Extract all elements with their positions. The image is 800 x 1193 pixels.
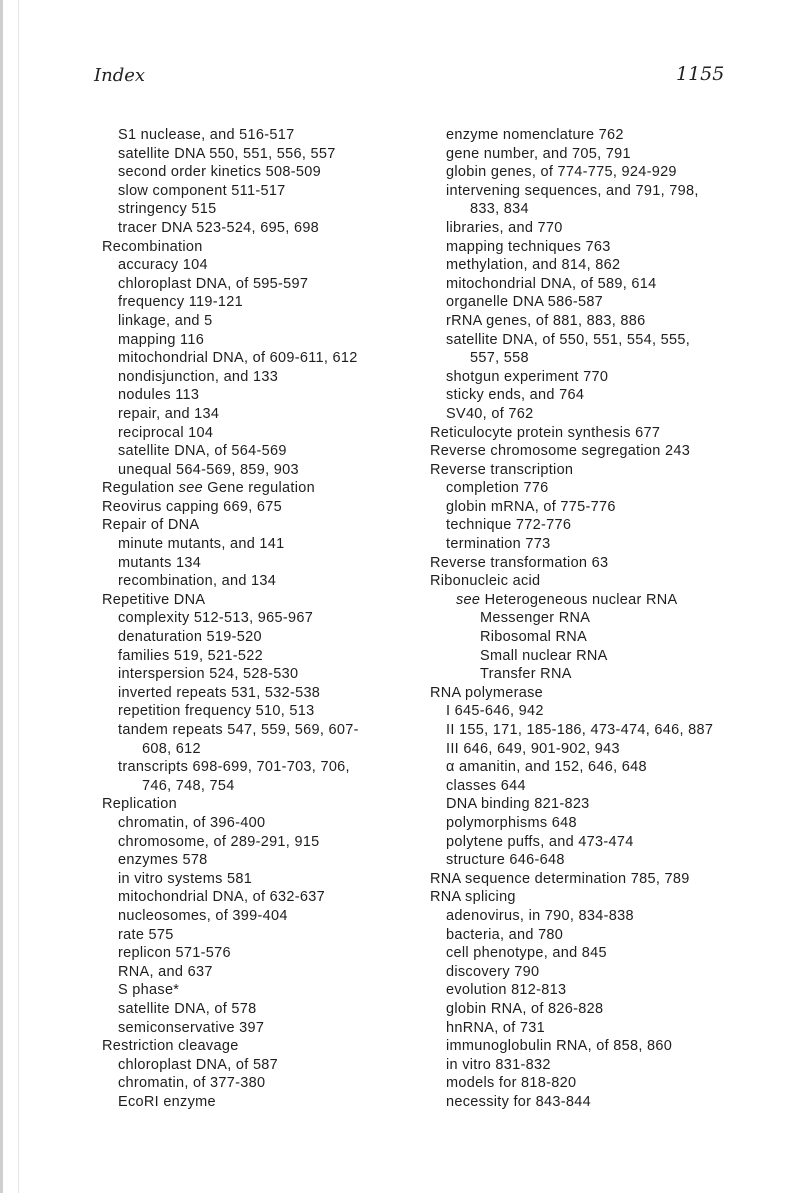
page-number: 1155 [676,63,725,85]
index-sub-entry: satellite DNA, of 564-569 [118,443,287,460]
index-sub-entry: tracer DNA 523-524, 695, 698 [118,219,320,236]
index-sub-entry: frequency 119-121 [118,294,243,311]
index-sub-entry: semiconservative 397 [118,1019,265,1036]
index-sub-entry [430,591,713,610]
index-sub-entry: slow component 511-517 [118,182,286,199]
index-sub-entry: accuracy 104 [118,257,208,274]
index-main-entry: Ribonucleic acid [430,573,541,590]
index-sub-entry: enzyme nomenclature 762 [446,127,624,143]
index-main-entry: RNA polymerase [430,684,543,701]
see-target: Gene regulation [202,480,315,497]
index-sub-entry: adenovirus, in 790, 834-838 [446,907,634,924]
index-sub-entry: gene number, and 705, 791 [446,145,631,162]
index-sub-entry: repetition frequency 510, 513 [118,703,315,720]
index-sub-entry: denaturation 519-520 [118,629,262,646]
index-sub-entry: completion 776 [446,480,549,497]
index-main-entry: Reticulocyte protein synthesis 677 [430,424,661,441]
index-sub-entry: chromatin, of 377-380 [118,1075,266,1092]
index-sub-entry: shotgun experiment 770 [446,368,609,385]
index-sub-entry: termination 773 [446,536,551,553]
index-main-entry: Reverse transcription [430,461,574,478]
running-header-title: Index [94,65,146,86]
index-sub-entry: in vitro systems 581 [118,870,253,887]
index-sub-entry: mitochondrial DNA, of 589, 614 [446,275,657,292]
index-sub-entry: chromatin, of 396-400 [118,814,266,831]
index-sub-entry: methylation, and 814, 862 [446,257,621,274]
see-reference: see [456,591,481,608]
index-sub-entry: hnRNA, of 731 [446,1019,546,1036]
index-sub-entry: chloroplast DNA, of 595-597 [118,275,309,292]
index-sub-entry: satellite DNA, of 550, 551, 554, 555, [446,331,691,348]
index-sub-entry: rRNA genes, of 881, 883, 886 [446,312,646,329]
index-sub-entry: nucleosomes, of 399-404 [118,907,288,924]
index-sub-entry: reciprocal 104 [118,424,214,441]
index-sub-entry: polytene puffs, and 473-474 [446,833,634,850]
index-main-entry: Repetitive DNA [102,591,206,608]
index-main-entry [102,479,359,498]
index-sub-entry: mapping techniques 763 [446,238,611,255]
index-sub-entry: globin RNA, of 826-828 [446,1000,604,1017]
index-sub-entry: globin genes, of 774-775, 924-929 [446,164,677,181]
index-sub-entry: repair, and 134 [118,405,220,422]
index-sub-entry: 833, 834 [470,201,529,218]
index-sub-entry: classes 644 [446,777,526,794]
index-sub-entry: Transfer RNA [480,666,572,683]
index-sub-entry: families 519, 521-522 [118,647,263,664]
index-sub-entry: inverted repeats 531, 532-538 [118,684,321,701]
index-sub-entry: Messenger RNA [480,610,591,627]
index-sub-entry: in vitro 831-832 [446,1056,551,1073]
index-sub-entry: mitochondrial DNA, of 609-611, 612 [118,350,358,367]
index-sub-entry: replicon 571-576 [118,945,231,962]
index-main-entry: RNA splicing [430,889,516,906]
index-sub-entry: evolution 812-813 [446,982,567,999]
index-sub-entry: DNA binding 821-823 [446,796,590,813]
index-main-entry: Repair of DNA [102,517,200,534]
index-sub-entry: II 155, 171, 185-186, 473-474, 646, 887 [446,722,714,738]
index-sub-entry: cell phenotype, and 845 [446,945,607,962]
index-sub-entry: III 646, 649, 901-902, 943 [446,740,620,757]
index-sub-entry: second order kinetics 508-509 [118,164,321,181]
index-sub-entry: S1 nuclease, and 516-517 [118,127,295,143]
see-target: Heterogeneous nuclear RNA [480,591,678,608]
index-sub-entry: 557, 558 [470,350,529,367]
index-sub-entry: 746, 748, 754 [142,777,235,794]
index-sub-entry: polymorphisms 648 [446,814,577,831]
index-sub-entry: SV40, of 762 [446,405,534,422]
index-sub-entry: sticky ends, and 764 [446,387,585,404]
index-sub-entry: satellite DNA, of 578 [118,1000,257,1017]
index-sub-entry: immunoglobulin RNA, of 858, 860 [446,1038,673,1055]
index-sub-entry: stringency 515 [118,201,217,218]
index-sub-entry: mutants 134 [118,554,202,571]
index-column-left [102,126,359,1111]
index-sub-entry: minute mutants, and 141 [118,536,285,553]
index-sub-entry: structure 646-648 [446,852,565,869]
index-sub-entry: mapping 116 [118,331,205,348]
index-sub-entry: Small nuclear RNA [480,647,608,664]
index-sub-entry: globin mRNA, of 775-776 [446,498,616,515]
index-sub-entry: Ribosomal RNA [480,629,588,646]
index-sub-entry: necessity for 843-844 [446,1093,591,1110]
index-sub-entry: nodules 113 [118,387,200,404]
index-sub-entry: linkage, and 5 [118,312,213,329]
index-sub-entry: RNA, and 637 [118,963,213,980]
index-sub-entry: models for 818-820 [446,1075,577,1092]
index-sub-entry: recombination, and 134 [118,573,277,590]
index-main-entry: Reverse chromosome segregation 243 [430,443,691,460]
index-sub-entry: interspersion 524, 528-530 [118,666,299,683]
index-main-entry: Reovirus capping 669, 675 [102,498,283,515]
index-sub-entry: complexity 512-513, 965-967 [118,610,314,627]
index-sub-entry: transcripts 698-699, 701-703, 706, [118,759,350,776]
index-sub-entry: tandem repeats 547, 559, 569, 607- [118,722,359,738]
index-sub-entry: S phase* [118,982,180,999]
index-main-entry: RNA sequence determination 785, 789 [430,870,690,887]
page-fold-line [18,0,19,1193]
index-column-right [430,126,713,1111]
index-sub-entry: bacteria, and 780 [446,926,564,943]
index-sub-entry: enzymes 578 [118,852,208,869]
index-sub-entry: EcoRI enzyme [118,1093,216,1110]
index-main-entry: Replication [102,796,178,813]
index-sub-entry: chloroplast DNA, of 587 [118,1056,279,1073]
index-sub-entry: discovery 790 [446,963,540,980]
index-sub-entry: rate 575 [118,926,174,943]
index-sub-entry: unequal 564-569, 859, 903 [118,461,299,478]
entry-term: Regulation [102,480,175,497]
index-main-entry: Reverse transformation 63 [430,554,609,571]
index-sub-entry: libraries, and 770 [446,219,563,236]
page-edge-shadow [0,0,3,1193]
index-sub-entry: α amanitin, and 152, 646, 648 [446,759,647,776]
index-sub-entry: nondisjunction, and 133 [118,368,279,385]
index-sub-entry: I 645-646, 942 [446,703,544,720]
index-sub-entry: chromosome, of 289-291, 915 [118,833,320,850]
index-sub-entry: technique 772-776 [446,517,572,534]
index-sub-entry: intervening sequences, and 791, 798, [446,182,699,199]
index-sub-entry: 608, 612 [142,740,201,757]
see-reference: see [178,480,203,497]
index-sub-entry: mitochondrial DNA, of 632-637 [118,889,325,906]
index-sub-entry: organelle DNA 586-587 [446,294,604,311]
index-sub-entry: satellite DNA 550, 551, 556, 557 [118,145,336,162]
index-main-entry: Recombination [102,238,203,255]
index-main-entry: Restriction cleavage [102,1038,239,1055]
